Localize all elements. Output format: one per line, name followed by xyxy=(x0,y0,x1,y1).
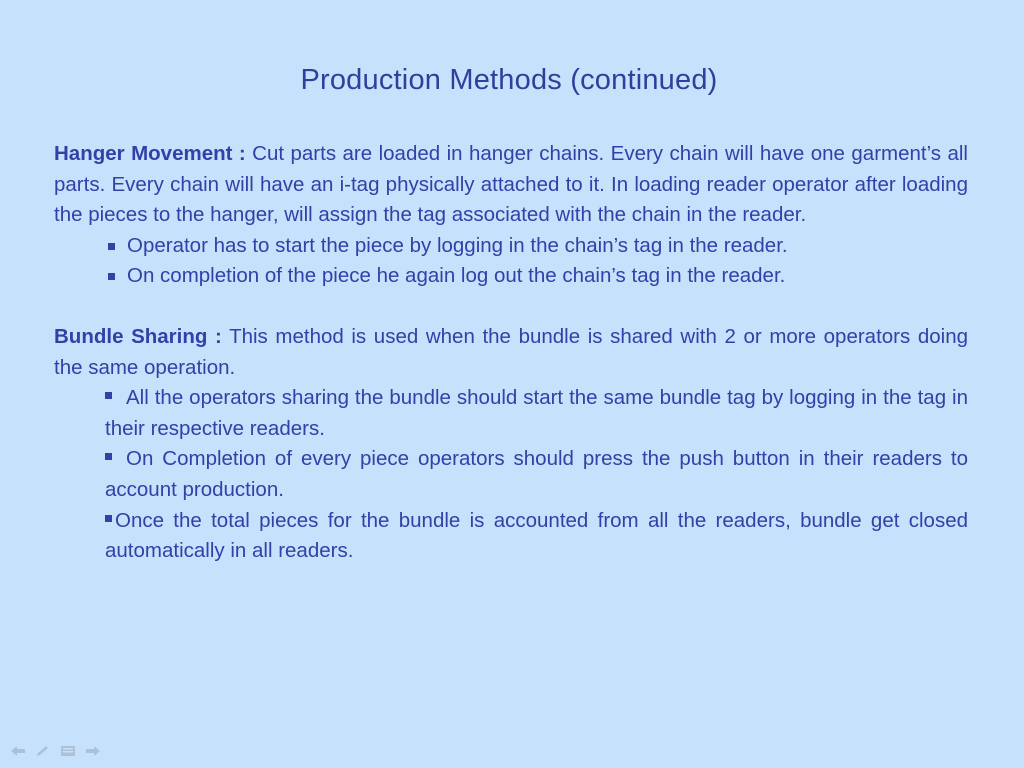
bundle-sharing-heading: Bundle Sharing : xyxy=(54,324,222,348)
bullet-icon xyxy=(105,392,112,399)
list-item xyxy=(54,444,968,505)
bullet-text: On Completion of every piece operators should press the push button in their readers to account production. xyxy=(105,447,968,501)
previous-slide-icon[interactable] xyxy=(10,744,26,756)
bullet-text: Operator has to start the piece by logging in the chain’s tag in the reader. xyxy=(127,233,788,257)
pen-icon[interactable] xyxy=(35,744,51,756)
list-item xyxy=(54,261,968,292)
slide-content xyxy=(54,139,968,567)
bullet-icon xyxy=(108,273,115,280)
bullet-icon xyxy=(105,515,112,522)
next-slide-icon[interactable] xyxy=(85,744,101,756)
bullet-icon xyxy=(108,243,115,250)
hanger-movement-paragraph xyxy=(54,139,968,231)
slide-menu-icon[interactable] xyxy=(60,744,76,756)
bundle-sharing-paragraph xyxy=(54,322,968,383)
hanger-movement-text: Cut parts are loaded in hanger chains. Every chain will have one garment’s all parts. Every chain will have an i-tag physically attached to it. In loading reader operator after loading the pieces to the hanger, will assign the tag associated with the chain in the reader. xyxy=(54,142,968,227)
list-item xyxy=(54,231,968,262)
slideshow-nav xyxy=(10,744,101,756)
hanger-movement-heading: Hanger Movement : xyxy=(54,142,246,165)
bullet-icon xyxy=(105,453,112,460)
bundle-sharing-bullets xyxy=(54,383,968,567)
hanger-movement-bullets xyxy=(54,231,968,292)
bundle-sharing-text: This method is used when the bundle is shared with 2 or more operators doing the same operation. xyxy=(54,324,969,379)
bullet-text: On completion of the piece he again log out the chain’s tag in the reader. xyxy=(127,264,786,288)
bullet-text: All the operators sharing the bundle should start the same bundle tag by logging in the tag in their respective readers. xyxy=(105,386,968,440)
list-item xyxy=(54,506,968,567)
list-item xyxy=(54,383,968,444)
bullet-text: Once the total pieces for the bundle is accounted from all the readers, bundle get closed automatically in all readers. xyxy=(105,508,968,563)
slide-title: Production Methods (continued) xyxy=(300,64,718,96)
